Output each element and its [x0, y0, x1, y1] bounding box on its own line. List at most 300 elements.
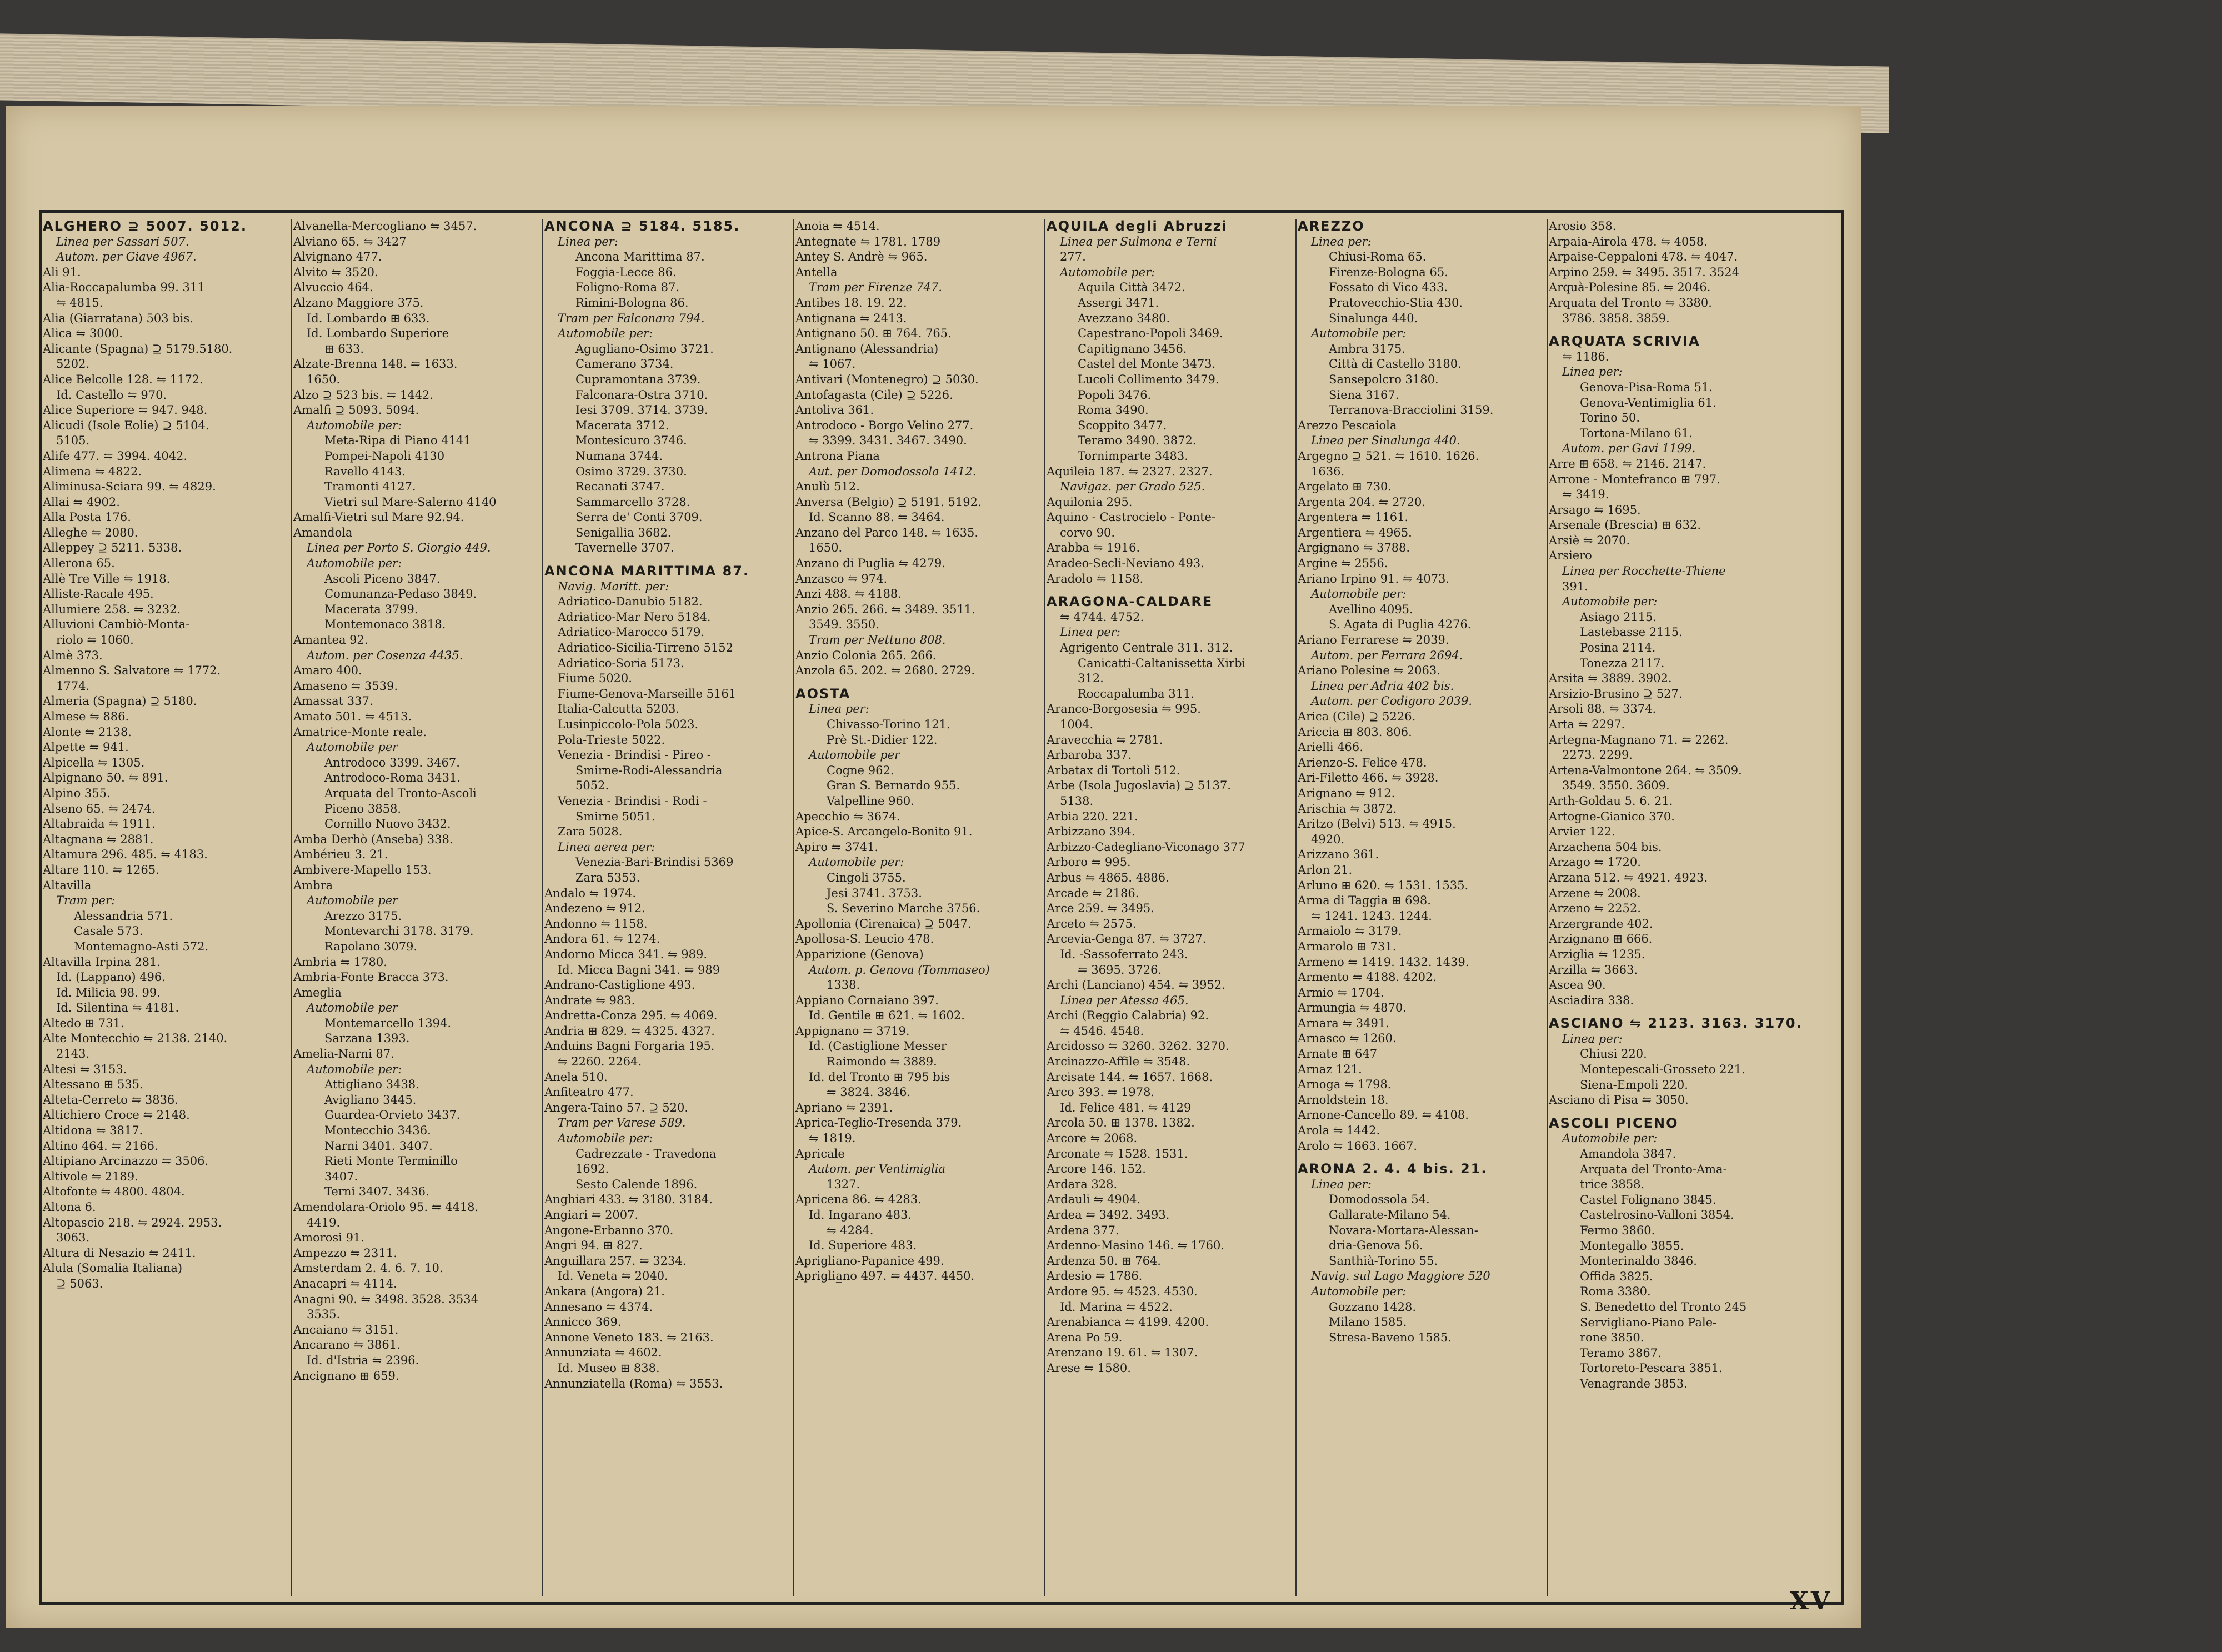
index-entry: Tortoreto-Pescara 3851.: [1580, 1361, 1723, 1375]
index-entry: Sammarcello 3728.: [575, 495, 690, 509]
index-entry: Anela 510.: [544, 1070, 608, 1084]
index-entry: Automobile per: [809, 748, 900, 762]
index-entry: Artena-Valmontone 264. ⇋ 3509.: [1549, 763, 1742, 777]
index-entry: Automobile per:: [558, 1132, 653, 1145]
index-entry: 1327.: [827, 1177, 860, 1191]
index-entry: Siena-Empoli 220.: [1580, 1078, 1688, 1092]
index-entry: Ancignano ⊞ 659.: [293, 1369, 399, 1383]
index-entry: Alliste-Racale 495.: [43, 587, 154, 601]
index-entry: Aradeo-Secli-Neviano 493.: [1047, 557, 1204, 570]
index-entry: Arnasco ⇋ 1260.: [1298, 1032, 1397, 1045]
index-entry: Cupramontana 3739.: [575, 372, 701, 386]
index-entry: Id. (Lappano) 496.: [56, 970, 166, 984]
index-entry: Tram per Varese 589.: [558, 1116, 686, 1130]
index-entry: Apecchio ⇋ 3674.: [795, 809, 900, 823]
index-heading: ARQUATA SCRIVIA: [1549, 333, 1700, 349]
index-entry: 391.: [1562, 579, 1588, 593]
index-entry: Arziglia ⇋ 1235.: [1549, 947, 1645, 961]
index-entry: Argentera ⇋ 1161.: [1298, 510, 1409, 524]
index-entry: Alvanella-Mercogliano ⇋ 3457.: [293, 219, 477, 233]
index-entry: Archi (Lanciano) 454. ⇋ 3952.: [1047, 978, 1225, 992]
index-entry: Anzio Colonia 265. 266.: [795, 648, 937, 662]
index-entry: Antegnate ⇋ 1781. 1789: [795, 234, 941, 248]
index-entry: Andrano-Castiglione 493.: [544, 978, 695, 992]
index-entry: Scoppito 3477.: [1078, 418, 1167, 432]
index-entry: Macerata 3712.: [575, 418, 669, 432]
index-heading: AOSTA: [795, 685, 851, 702]
index-entry: Arischia ⇋ 3872.: [1298, 802, 1397, 815]
index-entry: Altofonte ⇋ 4800. 4804.: [43, 1185, 185, 1199]
index-entry: Arola ⇋ 1442.: [1298, 1124, 1380, 1138]
index-entry: Ancona Marittima 87.: [575, 250, 705, 264]
index-entry: Apiro ⇋ 3741.: [795, 840, 879, 854]
index-entry: Arluno ⊞ 620. ⇋ 1531. 1535.: [1298, 878, 1469, 892]
index-entry: Aliminusa-Sciara 99. ⇋ 4829.: [43, 480, 216, 494]
index-heading: ALGHERO ⊇ 5007. 5012.: [43, 219, 247, 234]
index-entry: Anzano di Puglia ⇋ 4279.: [795, 557, 946, 570]
index-entry: Ardenno-Masino 146. ⇋ 1760.: [1047, 1239, 1225, 1253]
index-entry: Anzola 65. 202. ⇋ 2680. 2729.: [795, 664, 975, 678]
index-entry: Altamura 296. 485. ⇋ 4183.: [43, 848, 208, 862]
index-entry: Antrodoco-Roma 3431.: [324, 771, 461, 785]
index-entry: Arolo ⇋ 1663. 1667.: [1298, 1139, 1418, 1153]
index-entry: Alpignano 50. ⇋ 891.: [43, 771, 168, 785]
index-entry: Siena 3167.: [1329, 388, 1399, 402]
index-entry: Amendolara-Oriolo 95. ⇋ 4418.: [293, 1200, 479, 1214]
index-entry: Tram per Nettuno 808.: [809, 633, 946, 647]
index-entry: Linea per:: [809, 702, 869, 716]
index-entry: Ardauli ⇋ 4904.: [1047, 1193, 1141, 1207]
index-entry: Aritzo (Belvi) 513. ⇋ 4915.: [1298, 817, 1456, 831]
index-entry: Monterinaldo 3846.: [1580, 1254, 1697, 1268]
index-entry: Antignano 50. ⊞ 764. 765.: [795, 327, 952, 341]
index-entry: Id. Superiore 483.: [809, 1239, 917, 1253]
index-entry: Automobile per:: [307, 418, 402, 432]
book-page: [6, 106, 1861, 1628]
index-entry: Amandola: [293, 525, 353, 539]
index-entry: Adriatico-Marocco 5179.: [558, 625, 705, 639]
index-entry: Anduins Bagni Forgaria 195.: [544, 1039, 715, 1053]
index-entry: Antoliva 361.: [795, 403, 874, 417]
index-entry: Teramo 3490. 3872.: [1078, 434, 1197, 448]
index-entry: ⇋ 3824. 3846.: [827, 1085, 911, 1099]
index-entry: Tornimparte 3483.: [1078, 449, 1188, 463]
index-entry: Amalfi-Vietri sul Mare 92.94.: [293, 510, 464, 524]
index-entry: Arconate ⇋ 1528. 1531.: [1047, 1147, 1188, 1160]
index-entry: Adriatico-Soria 5173.: [558, 656, 684, 670]
index-entry: Anzi 488. ⇋ 4188.: [795, 587, 902, 601]
index-entry: Anzano del Parco 148. ⇋ 1635.: [795, 525, 979, 539]
index-entry: Altipiano Arcinazzo ⇋ 3506.: [43, 1154, 209, 1168]
index-entry: Macerata 3799.: [324, 602, 418, 616]
index-entry: Antrodoco - Borgo Velino 277.: [795, 418, 974, 432]
index-entry: Automobile per:: [1311, 587, 1407, 601]
index-entry: Novara-Mortara-Alessan-: [1329, 1223, 1478, 1237]
index-entry: Genova-Pisa-Roma 51.: [1580, 380, 1713, 394]
index-column: [1295, 219, 1547, 1596]
index-entry: Allai ⇋ 4902.: [43, 495, 120, 509]
index-entry: S. Agata di Puglia 4276.: [1329, 618, 1472, 632]
index-entry: Appignano ⇋ 3719.: [795, 1024, 910, 1038]
index-entry: trice 3858.: [1580, 1178, 1645, 1192]
index-entry: Tavernelle 3707.: [575, 541, 674, 555]
index-entry: Artegna-Magnano 71. ⇋ 2262.: [1549, 733, 1729, 747]
index-entry: S. Severino Marche 3756.: [827, 902, 980, 915]
index-entry: Castelrosino-Valloni 3854.: [1580, 1208, 1734, 1222]
index-entry: Asciano di Pisa ⇋ 3050.: [1549, 1093, 1689, 1107]
index-entry: Arnoga ⇋ 1798.: [1298, 1078, 1392, 1092]
index-entry: Ambria-Fonte Bracca 373.: [293, 970, 449, 984]
index-entry: Linea per:: [1060, 625, 1120, 639]
index-entry: Autom. per Giave 4967.: [56, 250, 197, 264]
index-entry: ⇋ 2260. 2264.: [558, 1055, 642, 1069]
index-column: [291, 219, 542, 1596]
index-entry: Domodossola 54.: [1329, 1193, 1430, 1207]
index-entry: Linea per Sassari 507.: [56, 234, 189, 248]
index-entry: Antivari (Montenegro) ⊇ 5030.: [795, 372, 979, 386]
index-entry: Alpicella ⇋ 1305.: [43, 755, 145, 769]
index-entry: Apparizione (Genova): [795, 947, 924, 961]
index-entry: Alimena ⇋ 4822.: [43, 464, 142, 478]
index-entry: Apriano ⇋ 2391.: [795, 1100, 893, 1114]
index-entry: Montemarcello 1394.: [324, 1016, 452, 1030]
index-entry: Ariano Irpino 91. ⇋ 4073.: [1298, 572, 1450, 585]
index-entry: Altura di Nesazio ⇋ 2411.: [43, 1246, 196, 1260]
index-entry: Ardea ⇋ 3492. 3493.: [1047, 1208, 1170, 1222]
index-entry: Montemagno-Asti 572.: [74, 939, 209, 953]
index-entry: Autom. per Ventimiglia: [809, 1162, 945, 1176]
index-entry: Ampezzo ⇋ 2311.: [293, 1246, 397, 1260]
index-entry: Camerano 3734.: [575, 357, 674, 371]
index-entry: Alvuccio 464.: [293, 281, 373, 294]
index-entry: Venezia - Brindisi - Pireo -: [558, 748, 711, 762]
index-entry: Arre ⊞ 658. ⇋ 2146. 2147.: [1549, 457, 1706, 470]
index-entry: Recanati 3747.: [575, 480, 665, 494]
index-entry: Arpino 259. ⇋ 3495. 3517. 3524: [1549, 265, 1739, 279]
index-entry: Automobile per:: [558, 327, 653, 341]
index-entry: Jesi 3741. 3753.: [827, 886, 922, 900]
index-entry: Montepescali-Grosseto 221.: [1580, 1063, 1745, 1077]
index-entry: Firenze-Bologna 65.: [1329, 265, 1448, 279]
index-entry: Alluvioni Cambiò-Monta-: [43, 618, 190, 632]
index-entry: 3407.: [324, 1169, 358, 1183]
index-entry: Foligno-Roma 87.: [575, 281, 680, 294]
index-entry: Ari-Filetto 466. ⇋ 3928.: [1298, 771, 1439, 785]
index-entry: Adriatico-Danubio 5182.: [558, 595, 703, 609]
index-entry: Arquà-Polesine 85. ⇋ 2046.: [1549, 281, 1711, 294]
index-entry: Id. Micca Bagni 341. ⇋ 989: [558, 963, 720, 977]
index-entry: Ascea 90.: [1549, 978, 1606, 992]
index-entry: Ardara 328.: [1047, 1177, 1118, 1191]
index-entry: Arezzo Pescaiola: [1298, 418, 1397, 432]
index-entry: Altedo ⊞ 731.: [43, 1016, 124, 1030]
index-entry: Arielli 466.: [1298, 740, 1363, 754]
index-entry: Automobile per:: [809, 855, 904, 869]
index-entry: Ambra: [293, 878, 333, 892]
index-entry: Antrodoco 3399. 3467.: [324, 755, 460, 769]
index-entry: Torino 50.: [1580, 411, 1640, 425]
index-entry: Raimondo ⇋ 3889.: [827, 1055, 937, 1069]
index-entry: Linea per Sinalunga 440.: [1311, 434, 1460, 448]
index-entry: Alpino 355.: [43, 786, 111, 800]
index-entry: Apollonia (Cirenaica) ⊇ 5047.: [795, 917, 972, 930]
index-entry: Arena Po 59.: [1047, 1330, 1123, 1344]
index-entry: Ambra 3175.: [1329, 342, 1405, 356]
index-entry: Anzio 265. 266. ⇋ 3489. 3511.: [795, 602, 975, 616]
index-entry: Prè St.-Didier 122.: [827, 733, 938, 747]
index-entry: Aravecchia ⇋ 2781.: [1047, 733, 1163, 747]
index-entry: Tram per Falconara 794.: [558, 311, 705, 325]
index-entry: Linea per:: [1562, 1032, 1623, 1045]
index-entry: Ravello 4143.: [324, 464, 406, 478]
index-entry: Ancarano ⇋ 3861.: [293, 1338, 401, 1352]
index-entry: Id. Marina ⇋ 4522.: [1060, 1300, 1173, 1314]
index-entry: Capitignano 3456.: [1078, 342, 1187, 356]
index-entry: Arquata del Tronto-Ama-: [1580, 1162, 1727, 1176]
index-entry: Antignana ⇋ 2413.: [795, 311, 907, 325]
index-entry: Id. Ingarano 483.: [809, 1208, 912, 1222]
index-entry: Falconara-Ostra 3710.: [575, 388, 708, 402]
index-entry: Montegallo 3855.: [1580, 1239, 1684, 1253]
index-entry: Teramo 3867.: [1580, 1346, 1662, 1360]
index-entry: Arvier 122.: [1549, 825, 1615, 839]
index-entry: 1338.: [827, 978, 860, 992]
index-entry: 3063.: [56, 1231, 90, 1245]
index-entry: Amato 501. ⇋ 4513.: [293, 710, 412, 723]
index-entry: Autom. per Cosenza 4435.: [307, 648, 463, 662]
index-entry: Arth-Goldau 5. 6. 21.: [1549, 794, 1673, 808]
index-entry: Amantea 92.: [293, 633, 368, 647]
index-entry: Arenabianca ⇋ 4199. 4200.: [1047, 1315, 1209, 1329]
index-entry: Id. del Tronto ⊞ 795 bis: [809, 1070, 950, 1084]
index-entry: Automobile per: [307, 1001, 398, 1015]
index-entry: Arbatax di Tortolì 512.: [1047, 763, 1180, 777]
index-entry: Argentiera ⇋ 4965.: [1298, 525, 1412, 539]
index-entry: Allerona 65.: [43, 557, 115, 570]
index-entry: Id. -Sassoferrato 243.: [1060, 947, 1188, 961]
index-entry: Arbia 220. 221.: [1047, 809, 1138, 823]
index-entry: Servigliano-Piano Pale-: [1580, 1315, 1717, 1329]
index-entry: Amelia-Narni 87.: [293, 1047, 394, 1061]
index-entry: ⇋ 1067.: [809, 357, 856, 371]
index-entry: Posina 2114.: [1580, 641, 1656, 655]
index-entry: ⇋ 3399. 3431. 3467. 3490.: [809, 434, 967, 448]
index-entry: Alzate-Brenna 148. ⇋ 1633.: [293, 357, 458, 371]
index-entry: Id. Lombardo Superiore: [307, 327, 449, 341]
index-entry: Ardesio ⇋ 1786.: [1047, 1269, 1143, 1283]
index-entry: Autom. per Ferrara 2694.: [1311, 648, 1463, 662]
index-entry: dria-Genova 56.: [1329, 1239, 1423, 1253]
index-entry: Antey S. Andrè ⇋ 965.: [795, 250, 928, 264]
index-entry: Alica ⇋ 3000.: [43, 327, 123, 341]
index-entry: Anagni 90. ⇋ 3498. 3528. 3534: [293, 1292, 478, 1306]
index-entry: Genova-Ventimiglia 61.: [1580, 396, 1716, 409]
index-entry: Altesi ⇋ 3153.: [43, 1062, 127, 1076]
index-entry: Aradolo ⇋ 1158.: [1047, 572, 1144, 585]
index-entry: ⇋ 4284.: [827, 1223, 874, 1237]
index-entry: Milano 1585.: [1329, 1315, 1407, 1329]
index-entry: Alte Montecchio ⇋ 2138. 2140.: [43, 1032, 228, 1045]
index-entry: Roma 3490.: [1078, 403, 1149, 417]
index-entry: Apriglia̲no 497. ⇋ 4437. 4450.: [795, 1269, 975, 1283]
index-entry: Offida 3825.: [1580, 1269, 1653, 1283]
index-entry: Altabraida ⇋ 1911.: [43, 817, 156, 831]
index-entry: Id. Castello ⇋ 970.: [56, 388, 167, 402]
index-entry: Arzana 512. ⇋ 4921. 4923.: [1549, 870, 1708, 884]
index-entry: Rimini-Bologna 86.: [575, 296, 689, 309]
index-entry: Ankara (Angora) 21.: [544, 1284, 665, 1298]
index-entry: Andorno Micca 341. ⇋ 989.: [544, 947, 708, 961]
index-entry: Argegno ⊇ 521. ⇋ 1610. 1626.: [1298, 449, 1479, 463]
index-entry: Linea per Adria 402 bis.: [1311, 679, 1454, 693]
index-entry: Arnate ⊞ 647: [1298, 1047, 1378, 1061]
index-entry: Apollosa-S. Leucio 478.: [795, 932, 934, 946]
index-entry: Avigliano 3445.: [324, 1093, 417, 1107]
index-entry: Alicudi (Isole Eolie) ⊇ 5104.: [43, 418, 209, 432]
index-entry: Arienzo-S. Felice 478.: [1298, 755, 1427, 769]
index-entry: Alteta-Cerreto ⇋ 3836.: [43, 1093, 178, 1107]
index-entry: 3549. 3550. 3609.: [1562, 779, 1670, 793]
index-entry: 5052.: [575, 779, 609, 793]
index-entry: Smirne-Rodi-Alessandria: [575, 763, 723, 777]
index-entry: Annunziatella (Roma) ⇋ 3553.: [544, 1376, 723, 1390]
index-entry: 5105.: [56, 434, 90, 448]
index-entry: Alice Belcolle 128. ⇋ 1172.: [43, 372, 203, 386]
index-entry: Italia-Calcutta 5203.: [558, 702, 680, 716]
index-entry: Terranova-Bracciolini 3159.: [1329, 403, 1494, 417]
index-entry: Angri 94. ⊞ 827.: [544, 1239, 643, 1253]
index-entry: riolo ⇋ 1060.: [56, 633, 134, 647]
index-entry: Autom. per Codigoro 2039.: [1311, 694, 1473, 708]
index-entry: Antella: [795, 265, 838, 279]
index-entry: Ancaiano ⇋ 3151.: [293, 1323, 399, 1336]
index-entry: Linea aerea per:: [558, 840, 655, 854]
index-entry: Sarzana 1393.: [324, 1032, 410, 1045]
index-entry: Avezzano 3480.: [1078, 311, 1170, 325]
index-entry: Automobile per: [307, 740, 398, 754]
index-entry: Arcore ⇋ 2068.: [1047, 1132, 1138, 1145]
index-entry: Arquata del Tronto ⇋ 3380.: [1549, 296, 1712, 309]
index-entry: 1636.: [1311, 464, 1345, 478]
index-entry: Altare 110. ⇋ 1265.: [43, 863, 159, 877]
index-entry: Piceno 3858.: [324, 802, 401, 815]
index-entry: Stresa-Baveno 1585.: [1329, 1330, 1452, 1344]
index-entry: Assergi 3471.: [1078, 296, 1159, 309]
index-entry: Chiusi-Roma 65.: [1329, 250, 1427, 264]
index-entry: Cadrezzate - Travedona: [575, 1147, 717, 1160]
index-entry: Fossato di Vico 433.: [1329, 281, 1448, 294]
index-entry: Amaro 400.: [293, 664, 362, 678]
index-entry: Venezia-Bari-Brindisi 5369: [575, 855, 734, 869]
index-entry: Alia-Roccapalumba 99. 311: [43, 281, 205, 294]
index-entry: Tonezza 2117.: [1580, 656, 1665, 670]
index-entry: 3535.: [307, 1308, 341, 1321]
index-entry: Fiume 5020.: [558, 672, 632, 685]
index-entry: Arzignano ⊞ 666.: [1549, 932, 1653, 946]
index-entry: ⊇ 5063.: [56, 1276, 103, 1290]
index-entry: Linea per Rocchette-Thiene: [1562, 564, 1726, 578]
index-entry: Angera-Taino 57. ⊇ 520.: [544, 1100, 689, 1114]
index-entry: Castel Folignano 3845.: [1580, 1193, 1716, 1207]
index-entry: Arezzo 3175.: [324, 909, 402, 923]
index-entry: Altavilla Irpina 281.: [43, 955, 161, 969]
index-entry: 277.: [1060, 250, 1086, 264]
index-entry: Montemonaco 3818.: [324, 618, 446, 632]
index-entry: Alleppey ⊇ 5211. 5338.: [43, 541, 182, 555]
index-entry: 4419.: [307, 1215, 341, 1229]
index-entry: Andrate ⇋ 983.: [544, 993, 635, 1007]
index-entry: Apice-S. Arcangelo-Bonito 91.: [795, 825, 973, 839]
index-entry: Arsiero: [1549, 549, 1592, 563]
index-entry: Alseno 65. ⇋ 2474.: [43, 802, 156, 815]
index-entry: Arlon 21.: [1298, 863, 1353, 877]
index-entry: Automobile per:: [307, 557, 402, 570]
index-heading: ASCIANO ⇋ 2123. 3163. 3170.: [1549, 1015, 1803, 1032]
index-entry: Autom. p. Genova (Tommaseo): [809, 963, 990, 977]
index-entry: Arosio 358.: [1549, 219, 1617, 233]
index-entry: Arcade ⇋ 2186.: [1047, 886, 1139, 900]
index-entry: Alonte ⇋ 2138.: [43, 725, 132, 739]
index-entry: ⇋ 3695. 3726.: [1078, 963, 1162, 977]
index-entry: Argelato ⊞ 730.: [1298, 480, 1392, 494]
index-heading: ANCONA MARITTIMA 87.: [544, 563, 750, 579]
index-entry: Aut. per Domodossola 1412.: [809, 464, 977, 478]
index-entry: Annesano ⇋ 4374.: [544, 1300, 653, 1314]
index-entry: Attigliano 3438.: [324, 1078, 419, 1092]
index-entry: 3549. 3550.: [809, 618, 879, 632]
index-entry: Agugliano-Osimo 3721.: [575, 342, 714, 356]
index-column: [793, 219, 1044, 1596]
index-entry: Arbizzo-Cadegliano-Viconago 377: [1047, 840, 1245, 854]
index-entry: Anfiteatro 477.: [544, 1085, 634, 1099]
index-entry: Aprica-Teglio-Tresenda 379.: [795, 1116, 962, 1130]
index-entry: Allumiere 258. ⇋ 3232.: [43, 602, 181, 616]
index-entry: Tortona-Milano 61.: [1580, 426, 1693, 440]
index-entry: Angone-Erbanno 370.: [544, 1223, 674, 1237]
index-entry: Ameglia: [293, 985, 342, 999]
index-heading: AREZZO: [1298, 219, 1365, 234]
index-entry: Arboro ⇋ 995.: [1047, 855, 1131, 869]
index-entry: Sesto Calende 1896.: [575, 1177, 698, 1191]
index-entry: Iesi 3709. 3714. 3739.: [575, 403, 708, 417]
index-entry: Gozzano 1428.: [1329, 1300, 1417, 1314]
index-entry: Alia (Giarratana) 503 bis.: [43, 311, 193, 325]
index-entry: Cingoli 3755.: [827, 870, 906, 884]
index-entry: Venagrande 3853.: [1580, 1376, 1688, 1390]
index-entry: Arizzano 361.: [1298, 848, 1379, 862]
index-entry: Serra de' Conti 3709.: [575, 510, 703, 524]
index-entry: Linea per:: [1311, 1177, 1372, 1191]
index-entry: Aquileia 187. ⇋ 2327. 2327.: [1047, 464, 1213, 478]
index-entry: 5202.: [56, 357, 90, 371]
index-entry: Ambérieu 3. 21.: [293, 848, 388, 862]
index-entry: Navigaz. per Grado 525.: [1060, 480, 1205, 494]
index-entry: 1004.: [1060, 718, 1094, 731]
index-entry: Città di Castello 3180.: [1329, 357, 1462, 371]
index-entry: Artogne-Gianico 370.: [1549, 809, 1675, 823]
index-entry: Andezeno ⇋ 912.: [544, 902, 645, 915]
index-entry: Anzasco ⇋ 974.: [795, 572, 888, 585]
index-entry: Ardore 95. ⇋ 4523. 4530.: [1047, 1284, 1198, 1298]
index-entry: Andria ⊞ 829. ⇋ 4325. 4327.: [544, 1024, 715, 1038]
index-entry: Arcore 146. 152.: [1047, 1162, 1146, 1176]
index-entry: Id. Milicia 98. 99.: [56, 985, 161, 999]
index-entry: Almenno S. Salvatore ⇋ 1772.: [43, 664, 221, 678]
index-entry: Arrone - Montefranco ⊞ 797.: [1549, 472, 1720, 486]
index-entry: Arzachena 504 bis.: [1549, 840, 1662, 854]
index-entry: 1692.: [575, 1162, 609, 1176]
index-entry: Apricale: [795, 1147, 845, 1160]
